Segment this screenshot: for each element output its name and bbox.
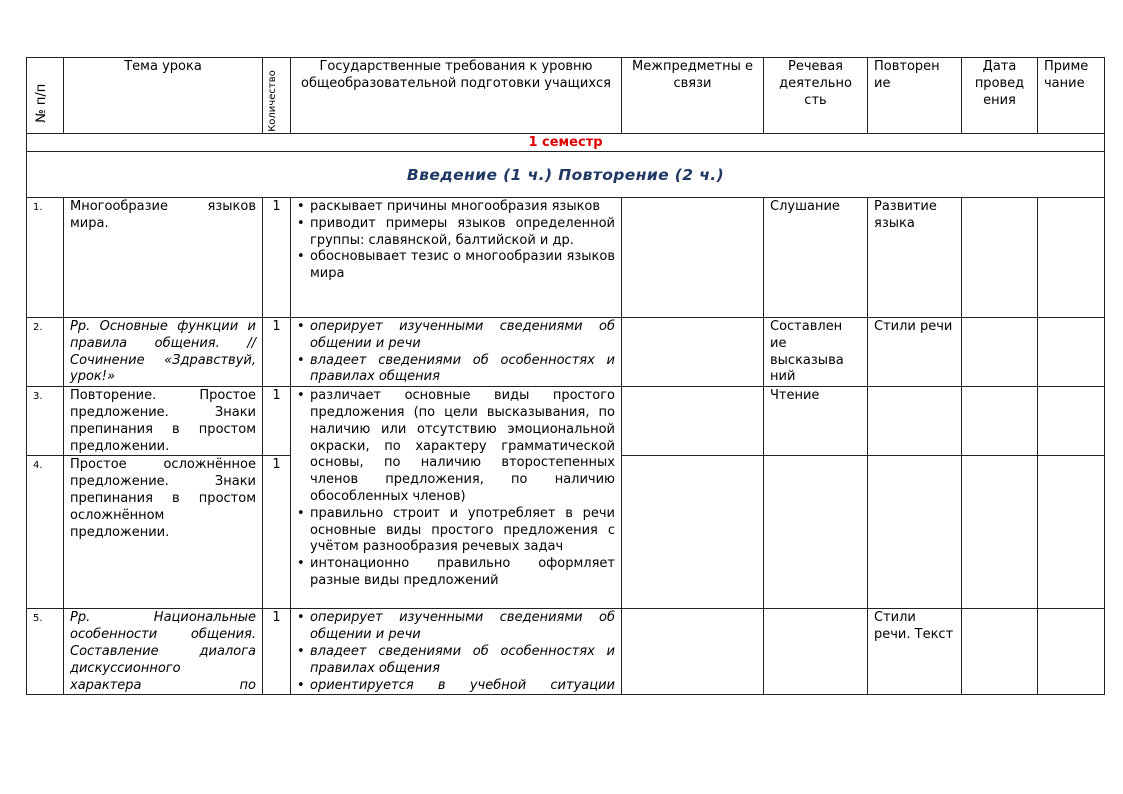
semester-row [27,134,1105,152]
date-cell [962,318,1038,387]
table-row [27,318,1105,387]
note-cell [1038,198,1105,318]
row-number: 1. [27,198,64,318]
note-cell [1038,609,1105,695]
requirements-list [295,319,615,386]
lesson-plan-table [26,57,1105,695]
interdisciplinary-cell [622,387,764,456]
header-interdisciplinary: Межпредметны е связи [622,58,764,134]
note-cell [1038,387,1105,456]
section-row [27,152,1105,198]
requirements-cell [291,387,622,609]
repeat-cell [868,387,962,456]
requirement-item: • владеет сведениями об особенностях и правилах общения [295,644,615,678]
interdisciplinary-cell [622,609,764,695]
lesson-topic: Рр. Основные функции и правила общения. // Сочинение «Здравствуй, урок!» [64,318,263,387]
header-num: № п/п [27,58,64,134]
lesson-hours: 1 [263,609,291,695]
header-note: Приме чание [1038,58,1105,134]
date-cell [962,387,1038,456]
repeat-cell [868,456,962,609]
speech-activity-cell: Составлен ие высказыва ний [764,318,868,387]
date-cell [962,609,1038,695]
note-cell [1038,456,1105,609]
requirement-item: • раскывает причины многообразия языков [295,199,615,216]
speech-activity-cell [764,609,868,695]
header-repeat: Повторен ие [868,58,962,134]
lesson-hours: 1 [263,198,291,318]
requirements-list [295,388,615,590]
lesson-topic: Многообразие языков мира. [64,198,263,318]
requirement-item: • оперирует изученными сведениями об общении и речи [295,319,615,353]
lesson-topic: Повторение. Простое предложение. Знаки препинания в простом предложении. [64,387,263,456]
requirement-item: • правильно строит и употребляет в речи основные виды простого предложения с учётом разнообразия речевых задач [295,506,615,556]
interdisciplinary-cell [622,456,764,609]
requirements-list [295,199,615,283]
repeat-cell: Стили речи. Текст [868,609,962,695]
note-cell [1038,318,1105,387]
header-requirements: Государственные требования к уровню общеобразовательной подготовки учащихся [291,58,622,134]
lesson-topic: Простое осложнённое предложение. Знаки препинания в простом осложнённом предложении. [64,456,263,609]
date-cell [962,456,1038,609]
requirements-cell [291,609,622,695]
lesson-hours: 1 [263,318,291,387]
speech-activity-cell: Слушание [764,198,868,318]
repeat-cell: Развитие языка [868,198,962,318]
lesson-hours: 1 [263,387,291,456]
lesson-topic: Рр. Национальные особенности общения. Составление диалога дискуссионного характера по [64,609,263,695]
header-qty: Количество [263,58,291,134]
speech-activity-cell: Чтение [764,387,868,456]
interdisciplinary-cell [622,198,764,318]
semester-label: 1 семестр [27,134,1105,152]
requirement-item: • интонационно правильно оформляет разные виды предложений [295,556,615,590]
requirement-item: • приводит примеры языков определенной группы: славянской, балтийской и др. [295,216,615,250]
header-date: Дата провед ения [962,58,1038,134]
requirements-list [295,610,615,694]
table-row [27,609,1105,695]
header-row [27,58,1105,134]
row-number: 4. [27,456,64,609]
requirement-item: • обосновывает тезис о многообразии языков мира [295,249,615,283]
table-row [27,198,1105,318]
requirement-item: • различает основные виды простого предложения (по цели высказывания, по наличию или отсутствию эмоциональной окраски, по характеру грамматической основы, по наличию второстепенных членов предложения, по наличию обособленных членов) [295,388,615,506]
section-title: Введение (1 ч.) Повторение (2 ч.) [27,152,1105,198]
row-number: 2. [27,318,64,387]
lesson-hours: 1 [263,456,291,609]
speech-activity-cell [764,456,868,609]
date-cell [962,198,1038,318]
row-number: 3. [27,387,64,456]
requirement-item: • оперирует изученными сведениями об общении и речи [295,610,615,644]
requirements-cell [291,198,622,318]
requirement-item: • владеет сведениями об особенностях и правилах общения [295,353,615,387]
header-topic: Тема урока [64,58,263,134]
header-speech: Речевая деятельно сть [764,58,868,134]
requirements-cell [291,318,622,387]
requirement-item: • ориентируется в учебной ситуации [295,678,615,695]
interdisciplinary-cell [622,318,764,387]
repeat-cell: Стили речи [868,318,962,387]
table-row [27,387,1105,456]
row-number: 5. [27,609,64,695]
